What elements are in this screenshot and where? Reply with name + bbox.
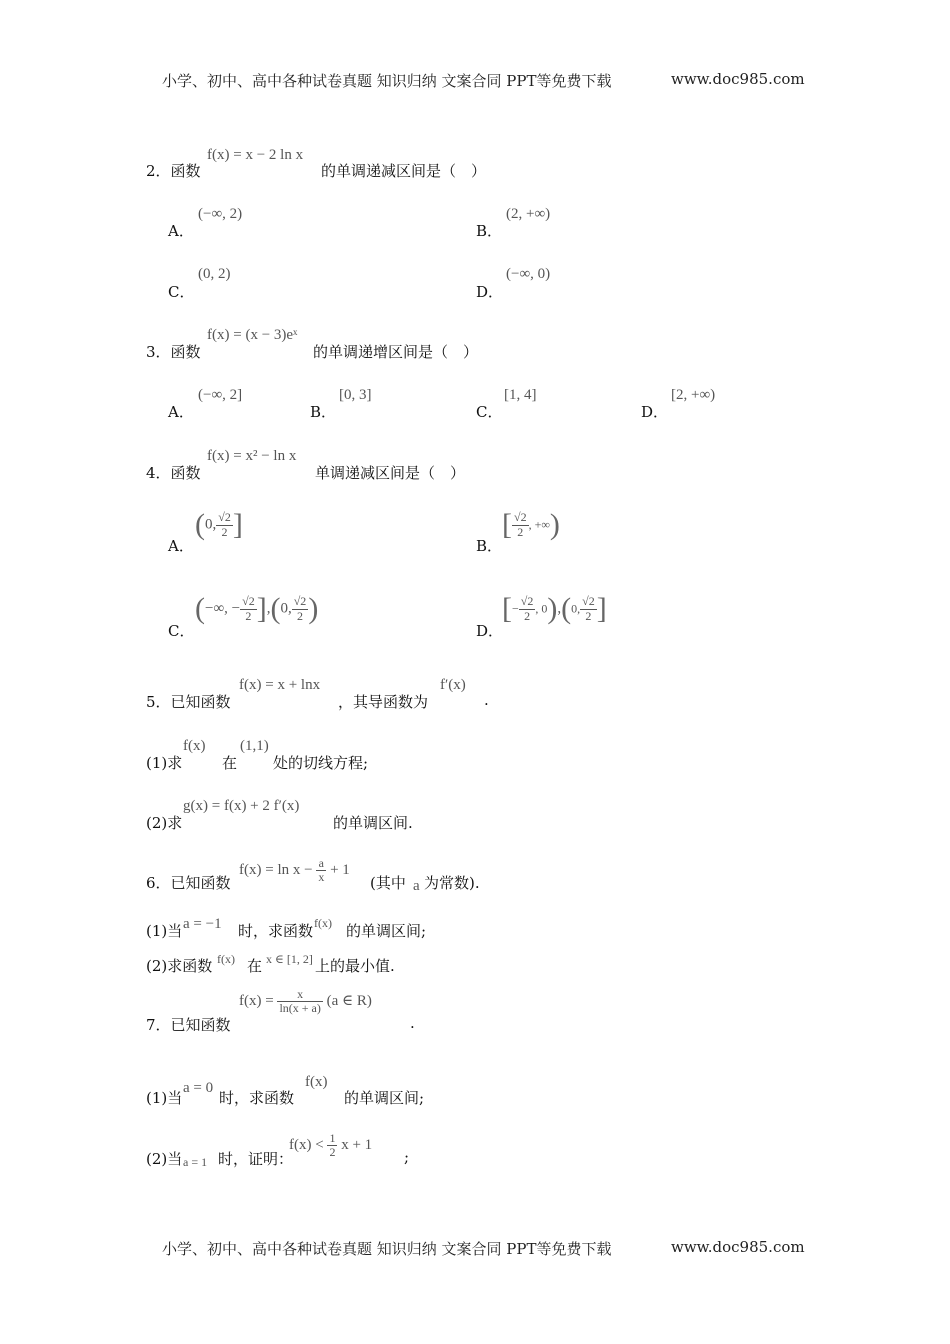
q6-paren: (其中 (370, 874, 406, 892)
q7-part1-a: (1)当 (146, 1089, 183, 1107)
q6-part2-b: 在 (247, 957, 263, 975)
q6-part1-cond: a = −1 (183, 916, 222, 932)
q7-part1-f: f(x) (305, 1074, 328, 1090)
q3-option-b-label: B． (310, 403, 337, 421)
q5-part2-expr: g(x) = f(x) + 2 f′(x) (183, 798, 300, 814)
q6-part1-c: 的单调区间; (346, 922, 427, 940)
q6-part2-a: (2)求函数 (146, 957, 213, 975)
q3-option-c-label: C． (476, 403, 503, 421)
q3-option-d-value: [2, +∞) (671, 387, 716, 403)
q3-option-a-value: (−∞, 2] (198, 387, 243, 403)
q7-part2-expr: f(x) < $\frac{1}{2}$ x + 1 (289, 1131, 373, 1160)
q2-number: 2．函数 (146, 162, 201, 180)
q4-option-c-value: (−∞, − $\frac{√2}{2}$ ],(0, $\frac{√2}{2}$ ) (195, 592, 319, 625)
q7-part2-cond: a = 1 (183, 1155, 208, 1169)
q7-part1-b: 时，求函数 (219, 1089, 295, 1107)
q5-mid: ，其导函数为 (338, 693, 429, 711)
q7-part2-end: ; (404, 1148, 410, 1166)
q6-expression: f(x) = ln x − $\frac{a}{x}$ + 1 (239, 856, 350, 885)
q5-part2-b: 的单调区间. (333, 814, 413, 832)
q2-option-d-value: (−∞, 0) (506, 266, 551, 282)
q5-part1-c: 处的切线方程; (273, 754, 369, 772)
page-footer-url[interactable]: www.doc985.com (671, 1238, 805, 1256)
q4-option-b-value: [ $\frac{√2}{2}$ , +∞) (502, 508, 560, 541)
q6-part2-f: f(x) (217, 952, 235, 966)
q4-option-d-value: [− $\frac{√2}{2}$ , 0),(0, $\frac{√2}{2}$ ] (502, 592, 607, 625)
q7-part2-a: (2)当 (146, 1150, 183, 1168)
q3-option-b-value: [0, 3] (339, 387, 372, 403)
q4-option-a-label: A． (168, 537, 194, 555)
q4-option-b-label: B． (476, 537, 503, 555)
q4-expression: f(x) = x² − ln x (207, 448, 297, 464)
q3-tail: 的单调递增区间是（ ） (313, 343, 479, 361)
q7-expression: f(x) = $\frac{x}{\ln(x + a)}$ (a ∈ R) (239, 987, 372, 1016)
q6-part2-cond: x ∈ [1, 2] (266, 952, 313, 966)
q5-part1-a: (1)求 (146, 754, 183, 772)
q5-number: 5．已知函数 (146, 693, 231, 711)
q4-option-c-label: C． (168, 622, 195, 640)
q3-number: 3．函数 (146, 343, 201, 361)
q3-option-c-value: [1, 4] (504, 387, 537, 403)
q5-part2-a: (2)求 (146, 814, 183, 832)
q7-number: 7．已知函数 (146, 1016, 231, 1034)
q5-part1-b: 在 (222, 754, 238, 772)
q7-end: . (410, 1014, 415, 1032)
q7-part1-c: 的单调区间; (344, 1089, 425, 1107)
q6-number: 6．已知函数 (146, 874, 231, 892)
q4-option-d-label: D． (476, 622, 504, 640)
q5-part1-f: f(x) (183, 738, 206, 754)
q6-part1-a: (1)当 (146, 922, 183, 940)
q7-part2-b: 时，证明： (218, 1150, 294, 1168)
q2-expression: f(x) = x − 2 ln x (207, 147, 304, 163)
q2-option-d-label: D． (476, 283, 504, 301)
page-header-url[interactable]: www.doc985.com (671, 70, 805, 88)
q2-option-a-value: (−∞, 2) (198, 206, 243, 222)
q3-expression: f(x) = (x − 3)eˣ (207, 327, 298, 343)
q6-var-a: a (413, 878, 420, 894)
q2-option-c-label: C． (168, 283, 195, 301)
q4-number: 4．函数 (146, 464, 201, 482)
q4-option-a-value: (0, $\frac{√2}{2}$ ] (195, 508, 243, 541)
q7-part1-cond: a = 0 (183, 1080, 214, 1096)
q6-paren-end: 为常数). (424, 874, 480, 892)
q3-option-a-label: A． (168, 403, 194, 421)
q2-option-b-label: B． (476, 222, 503, 240)
q5-end: . (484, 691, 489, 709)
q4-tail: 单调递减区间是（ ） (315, 464, 466, 482)
q2-option-b-value: (2, +∞) (506, 206, 551, 222)
page-footer-text: 小学、初中、高中各种试卷真题 知识归纳 文案合同 PPT等免费下载 (162, 1240, 612, 1258)
q2-option-c-value: (0, 2) (198, 266, 231, 282)
q2-option-a-label: A． (168, 222, 194, 240)
q5-expression: f(x) = x + lnx (239, 677, 321, 693)
q6-part2-c: 上的最小值. (315, 957, 395, 975)
q6-part1-f: f(x) (314, 916, 332, 930)
q5-derivative: f′(x) (440, 677, 466, 693)
q5-part1-point: (1,1) (240, 738, 269, 754)
q2-tail: 的单调递减区间是（ ） (321, 162, 487, 180)
page-header-text: 小学、初中、高中各种试卷真题 知识归纳 文案合同 PPT等免费下载 (162, 72, 612, 90)
q6-part1-b: 时，求函数 (238, 922, 314, 940)
q3-option-d-label: D． (641, 403, 669, 421)
